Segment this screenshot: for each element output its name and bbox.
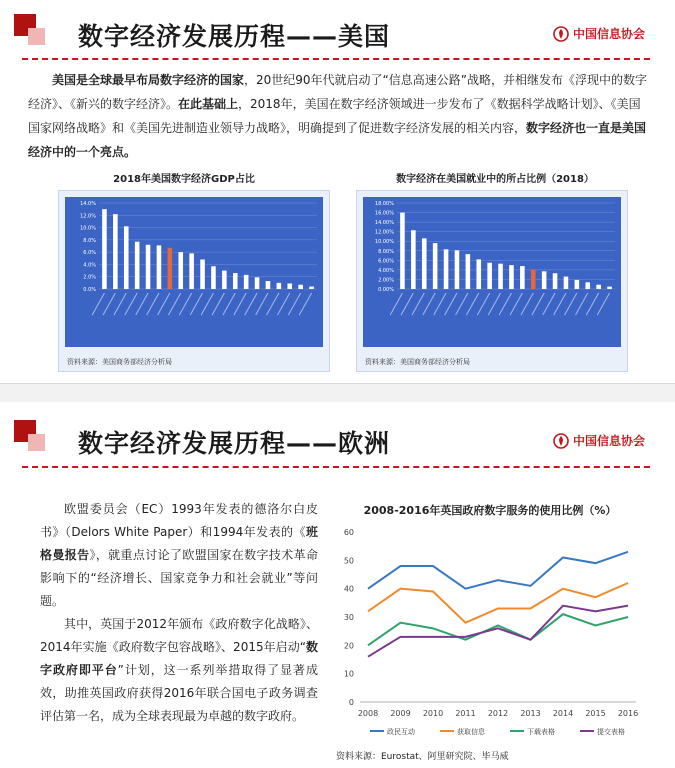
bar xyxy=(298,285,303,289)
flame-logo-icon xyxy=(553,433,569,449)
category-label-smudge xyxy=(179,293,191,315)
category-label-smudge xyxy=(586,293,598,315)
bar xyxy=(200,260,205,289)
category-label-smudge xyxy=(201,293,213,315)
employment-chart-panel xyxy=(356,190,628,372)
bar xyxy=(466,254,471,289)
series-line xyxy=(368,583,628,623)
intro-paragraph xyxy=(28,68,648,164)
x-tick-label: 2008 xyxy=(357,709,379,718)
y-tick-label: 8.0% xyxy=(83,237,96,244)
text-run: ”计划，这一系列举措取得了显著成效，助推英国政府获得2016年联合国电子政务调查评估第一名，成为全球表现最为卓越的数字政府。 xyxy=(40,663,318,723)
y-tick-label: 10 xyxy=(343,669,354,679)
bold-text-run: 美国是全球最早布局数字经济的国家 xyxy=(52,73,245,87)
bar xyxy=(455,250,460,289)
legend-label: 下载表格 xyxy=(527,728,555,736)
text-run: ，20世纪90年代就启动了“信息高速公路”战略，并相继发布《浮现中的数字经济》、《新兴的数字经济》。 xyxy=(28,73,647,111)
category-label-smudge xyxy=(245,293,257,315)
x-tick-label: 2016 xyxy=(617,709,639,718)
y-tick-label: 50 xyxy=(343,556,354,566)
category-label-smudge xyxy=(234,293,246,315)
pink-square-decoration xyxy=(28,28,45,45)
bar xyxy=(575,280,580,289)
category-label-smudge xyxy=(401,293,413,315)
category-label-smudge xyxy=(466,293,478,315)
x-tick-label: 2011 xyxy=(455,709,476,718)
category-label-smudge xyxy=(277,293,289,315)
x-tick-label: 2015 xyxy=(585,709,606,718)
bar xyxy=(498,264,503,289)
bar xyxy=(211,266,216,289)
x-tick-label: 2010 xyxy=(422,709,444,718)
y-tick-label: 14.0% xyxy=(80,201,96,207)
bar xyxy=(102,209,107,289)
bar xyxy=(411,230,416,289)
y-tick-label: 20 xyxy=(343,641,354,651)
category-label-smudge xyxy=(168,293,180,315)
bar xyxy=(509,265,514,289)
series-line xyxy=(368,606,628,657)
bold-text-run: 在此基础上 xyxy=(178,97,239,111)
dashed-divider xyxy=(22,466,650,468)
category-label-smudge xyxy=(412,293,424,315)
y-tick-label: 0 xyxy=(348,698,354,707)
category-label-smudge xyxy=(212,293,224,315)
y-tick-label: 16.00% xyxy=(374,210,394,217)
bar xyxy=(255,277,260,289)
category-label-smudge xyxy=(190,293,202,315)
pink-square-decoration xyxy=(28,434,45,451)
line-chart-title: 2008-2016年英国政府数字服务的使用比例（%） xyxy=(363,504,617,517)
employment-chart-source: 资料来源：美国商务部经济分析局 xyxy=(365,358,470,366)
text-run: 欧盟委员会（EC）1993年发表的德洛尔白皮书》（Delors White Paper）和1994年发表的《 xyxy=(40,502,318,539)
series-line xyxy=(368,552,628,589)
category-label-smudge xyxy=(288,293,300,315)
bar xyxy=(287,283,292,289)
category-label-smudge xyxy=(575,293,587,315)
bar xyxy=(520,266,525,289)
y-tick-label: 8.00% xyxy=(378,248,394,255)
y-tick-label: 4.00% xyxy=(378,267,394,274)
line-chart-source: 资料来源：Eurostat、阿里研究院、毕马威 xyxy=(336,752,509,762)
dashed-divider xyxy=(22,58,650,60)
y-tick-label: 4.0% xyxy=(83,262,96,269)
bar xyxy=(553,273,558,289)
category-label-smudge xyxy=(521,293,533,315)
employment-share-bar-chart xyxy=(363,197,621,347)
bar xyxy=(135,242,140,289)
y-tick-label: 2.0% xyxy=(83,274,96,281)
europe-paragraphs xyxy=(40,498,318,728)
category-label-smudge xyxy=(125,293,137,315)
bold-text-run: 班格曼报告 xyxy=(40,525,318,562)
category-label-smudge xyxy=(445,293,457,315)
y-tick-label: 18.00% xyxy=(374,201,394,207)
employment-chart-title: 数字经济在美国就业中的所占比例（2018） xyxy=(396,174,594,185)
x-tick-label: 2013 xyxy=(520,709,541,718)
bar xyxy=(277,283,282,289)
y-tick-label: 30 xyxy=(343,613,354,622)
category-label-smudge xyxy=(434,293,446,315)
logo-text: 中国信息协会 xyxy=(572,27,645,41)
bar xyxy=(178,252,183,289)
bar xyxy=(596,285,601,289)
bar xyxy=(222,271,227,289)
series-line xyxy=(368,614,628,645)
gdp-chart-source: 资料来源：美国商务部经济分析局 xyxy=(67,358,172,366)
category-label-smudge xyxy=(136,293,148,315)
bar xyxy=(564,277,569,289)
y-tick-label: 0.00% xyxy=(378,287,394,293)
category-label-smudge xyxy=(554,293,566,315)
category-label-smudge xyxy=(299,293,311,315)
y-tick-label: 2.00% xyxy=(378,277,394,284)
category-label-smudge xyxy=(103,293,115,315)
legend-label: 获取信息 xyxy=(457,728,485,736)
y-tick-label: 60 xyxy=(343,528,354,537)
category-label-smudge xyxy=(114,293,126,315)
category-label-smudge xyxy=(158,293,170,315)
bar xyxy=(157,245,162,289)
y-tick-label: 12.00% xyxy=(374,229,394,236)
legend-label: 提交表格 xyxy=(597,728,625,736)
bar xyxy=(146,245,151,289)
y-tick-label: 40 xyxy=(343,584,354,594)
category-label-smudge xyxy=(597,293,609,315)
category-label-smudge xyxy=(565,293,577,315)
association-logo xyxy=(553,432,645,449)
bar xyxy=(422,238,427,289)
bar xyxy=(244,275,249,289)
bar xyxy=(476,259,481,289)
bold-text-run: 数字政府即平台 xyxy=(40,640,318,677)
category-label-smudge xyxy=(256,293,268,315)
bar xyxy=(487,263,492,289)
text-run: 其中，英国于2012年颁布《政府数字化战略》、2014年实施《政府数字包容战略》、2015年启动“ xyxy=(40,617,318,654)
bar xyxy=(444,249,449,289)
gdp-chart-title: 2018年美国数字经济GDP占比 xyxy=(113,174,255,185)
bar xyxy=(233,273,238,289)
gdp-share-bar-chart xyxy=(65,197,323,347)
uk-digital-services-line-chart xyxy=(330,522,650,748)
y-tick-label: 6.00% xyxy=(378,258,394,265)
category-label-smudge xyxy=(147,293,159,315)
slide-title: 数字经济发展历程——欧洲 xyxy=(78,429,391,458)
text-run: 》，就重点讨论了欧盟国家在数字技术革命影响下的“经济增长、国家竞争力和社会就业”等问题。 xyxy=(40,548,318,608)
slide-gap xyxy=(0,384,675,402)
bar xyxy=(607,287,612,289)
bar xyxy=(542,271,547,289)
bar xyxy=(189,253,194,289)
category-label-smudge xyxy=(223,293,235,315)
association-logo xyxy=(553,25,645,42)
category-label-smudge xyxy=(488,293,500,315)
logo-text: 中国信息协会 xyxy=(572,434,645,448)
bold-text-run: 数字经济也一直是美国经济中的一个亮点。 xyxy=(28,121,647,159)
y-tick-label: 14.00% xyxy=(374,220,394,227)
category-label-smudge xyxy=(499,293,511,315)
bar xyxy=(266,281,271,289)
y-tick-label: 10.00% xyxy=(374,239,394,246)
gdp-chart-panel xyxy=(58,190,330,372)
category-label-smudge xyxy=(267,293,279,315)
bar xyxy=(585,282,590,289)
bar xyxy=(113,214,118,289)
x-tick-label: 2012 xyxy=(487,709,509,718)
x-tick-label: 2009 xyxy=(390,709,411,718)
bar xyxy=(309,287,314,289)
text-run: ，2018年，美国在数字经济领域进一步发布了《数据科学战略计划》、《美国国家网络战略》和《美国先进制造业领导力战略》，明确提到了促进数字经济发展的相关内容， xyxy=(28,97,641,135)
category-label-smudge xyxy=(543,293,555,315)
bar xyxy=(168,248,173,289)
category-label-smudge xyxy=(423,293,435,315)
y-tick-label: 6.0% xyxy=(83,250,96,257)
bar xyxy=(433,243,438,289)
category-label-smudge xyxy=(510,293,522,315)
y-tick-label: 12.0% xyxy=(80,213,96,220)
bar xyxy=(531,269,536,289)
category-label-smudge xyxy=(92,293,104,315)
x-tick-label: 2014 xyxy=(552,709,574,718)
category-label-smudge xyxy=(477,293,489,315)
category-label-smudge xyxy=(390,293,402,315)
slide-title: 数字经济发展历程——美国 xyxy=(78,22,391,51)
bar xyxy=(400,213,405,289)
slide-europe xyxy=(0,402,675,768)
bar xyxy=(124,226,129,289)
y-tick-label: 10.0% xyxy=(80,225,96,232)
category-label-smudge xyxy=(456,293,468,315)
legend-label: 政民互动 xyxy=(387,728,415,736)
y-tick-label: 0.0% xyxy=(83,287,96,293)
flame-logo-icon xyxy=(553,26,569,42)
category-label-smudge xyxy=(532,293,544,315)
